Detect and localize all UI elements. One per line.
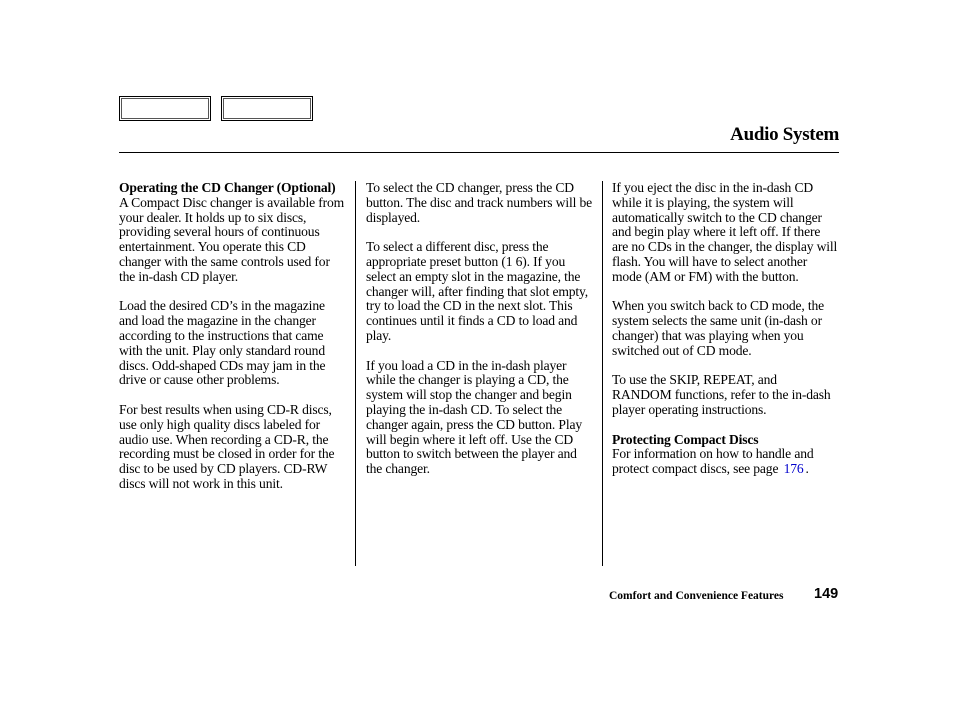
column-3 [612, 181, 838, 477]
cd-changer-intro [119, 181, 347, 285]
paragraph-text: When you switch back to CD mode, the system selects the same unit (in-dash or changer) that was playing when you switched out of CD mode. [612, 298, 825, 358]
next-page-button[interactable] [221, 96, 313, 121]
column-1 [119, 181, 347, 492]
page-number: 149 [814, 586, 839, 602]
paragraph-text: To select a different disc, press the appropriate preset button (1 6). If you select an empty slot in the magazine, the changer will, after finding that slot empty, try to load the CD in the next slot. This continues until it finds a CD to load and play. [366, 239, 589, 343]
paragraph-text: If you load a CD in the in-dash player while the changer is playing a CD, the system will stop the changer and begin playing the in-dash CD. To select the changer again, press the CD button. Play will begin where it left off. Use the CD button to switch between the player and the changer. [366, 357, 582, 477]
column-2 [366, 181, 594, 477]
paragraph-text: To select the CD changer, press the CD button. The disc and track numbers will be displayed. [366, 180, 593, 225]
paragraph-text: Load the desired CD’s in the magazine and load the magazine in the changer according to the instructions that came with the unit. Play only standard round discs. Odd-shaped CDs may jam in the drive or cause other problems. [119, 298, 326, 388]
footer-section-title: Comfort and Convenience Features [609, 590, 784, 602]
paragraph-text: A Compact Disc changer is available from your dealer. It holds up to six discs, providing several hours of continuous entertainment. You operate this CD changer with the same controls used for the in-dash CD player. [119, 194, 345, 284]
paragraph-text: To use the SKIP, REPEAT, and RANDOM functions, refer to the in-dash player operating instructions. [612, 372, 831, 417]
protecting-discs-section [612, 433, 838, 477]
section-heading-cd-changer: Operating the CD Changer (Optional) [119, 180, 336, 195]
column-divider-1 [355, 181, 356, 566]
sentence-end: . [805, 461, 809, 477]
section-heading-protecting-discs: Protecting Compact Discs [612, 431, 759, 447]
paragraph-text: For best results when using CD-R discs, use only high quality discs labeled for audio use. When recording a CD-R, the recording must be closed in order for the disc to be used by CD players. CD-RW discs will not work in this unit. [119, 401, 335, 491]
paragraph-text: If you eject the disc in the in-dash CD while it is playing, the system will automatically switch to the CD changer and begin play where it left off. If there are no CDs in the changer, the display will flash. You will have to select another mode (AM or FM) with the button. [612, 180, 838, 284]
paragraph-text: For information on how to handle and protect compact discs, see page [612, 446, 814, 477]
previous-page-button[interactable] [119, 96, 211, 121]
title-divider [119, 152, 839, 153]
page-reference-link[interactable]: 176 [783, 461, 804, 477]
page-title: Audio System [730, 124, 839, 145]
column-divider-2 [602, 181, 603, 566]
